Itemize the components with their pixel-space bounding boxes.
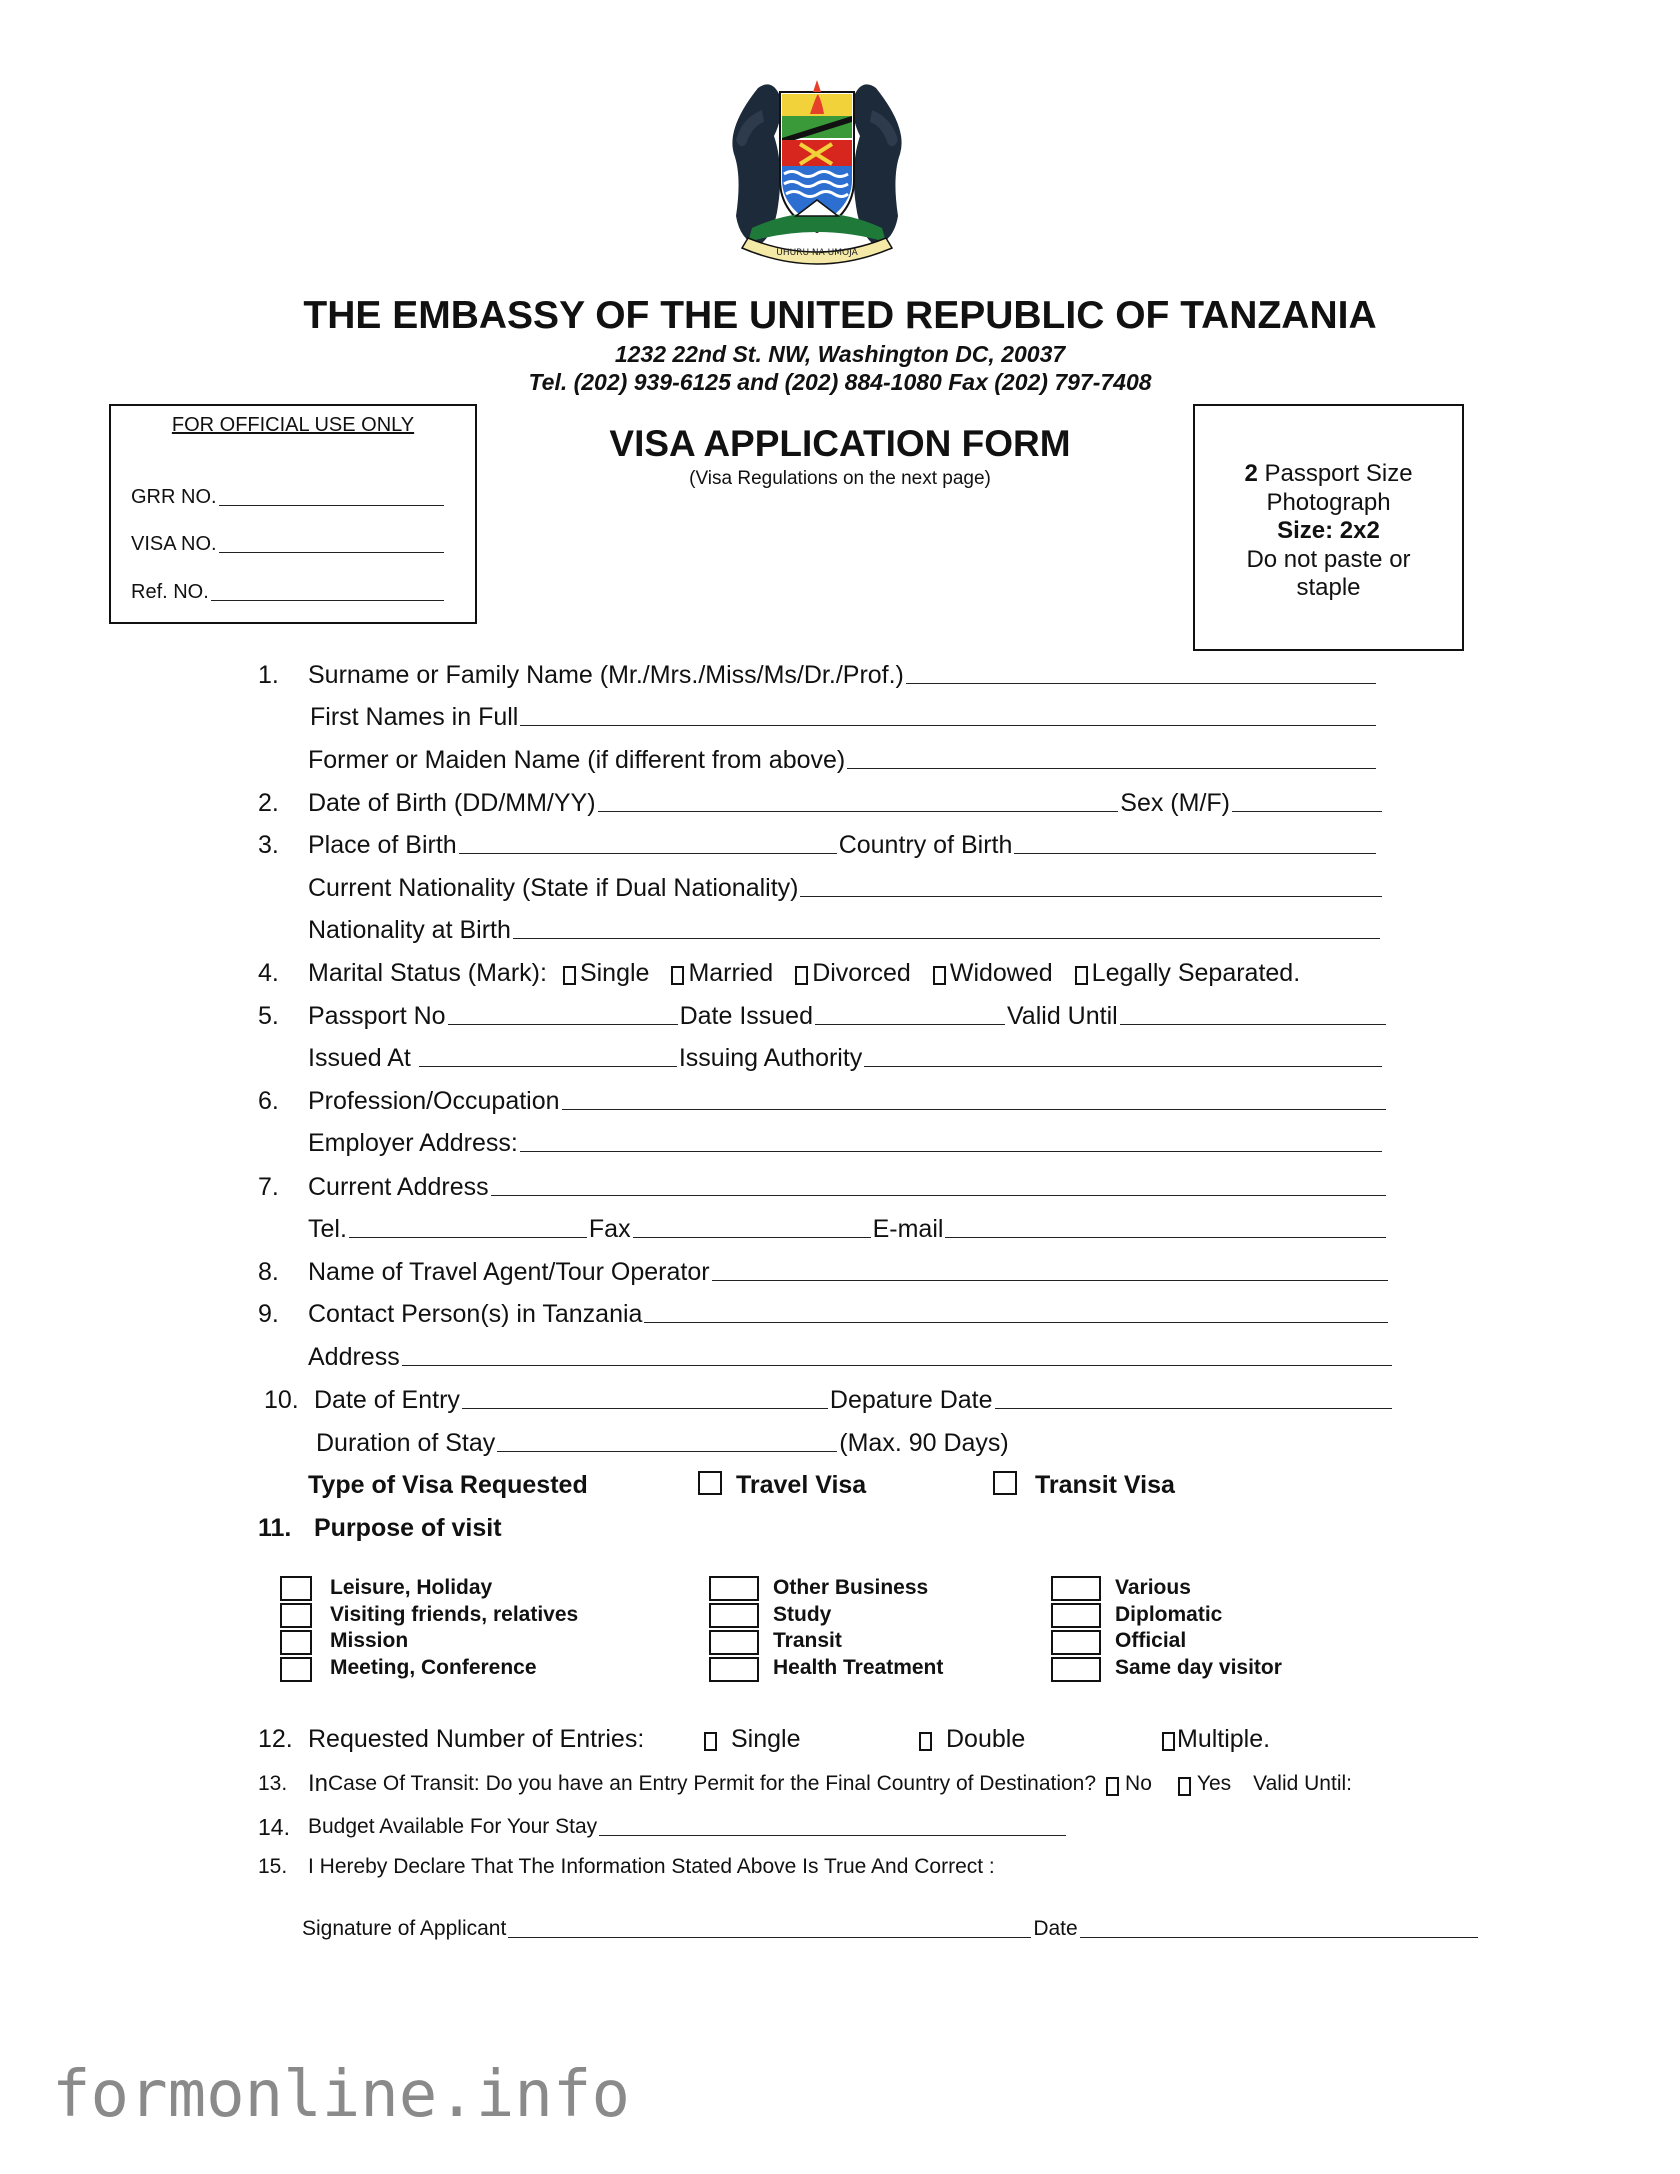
- travel-agent-field[interactable]: [258, 1257, 1390, 1287]
- purpose-list-col2: Other Business Study Transit Health Treatment: [773, 1576, 944, 1679]
- dob-label: Date of Birth (DD/MM/YY): [308, 789, 596, 817]
- entry-multiple-option[interactable]: Multiple.: [1162, 1724, 1270, 1754]
- issued-at-label: Issued At: [308, 1044, 411, 1072]
- item-number: 10.: [264, 1386, 299, 1414]
- item-number: 1.: [258, 661, 279, 689]
- first-names-field[interactable]: [310, 702, 1378, 732]
- passport-no-label: Passport No: [308, 1002, 446, 1030]
- purpose-checkboxes-col3[interactable]: [1051, 1576, 1101, 1684]
- country-birth-input[interactable]: [1014, 853, 1376, 854]
- form-title: VISA APPLICATION FORM: [609, 423, 1071, 464]
- transit-question: Case Of Transit: Do you have an Entry Permit for the Final Country of Destination?: [328, 1772, 1097, 1795]
- item-number: 14.: [258, 1814, 290, 1840]
- official-use-heading: FOR OFFICIAL USE ONLY: [171, 414, 415, 436]
- issued-at-input[interactable]: [419, 1066, 677, 1067]
- declaration-row: [258, 1852, 1358, 1882]
- embassy-title: THE EMBASSY OF THE UNITED REPUBLIC OF TANZANIA: [303, 294, 1377, 337]
- checkbox[interactable]: [671, 966, 684, 985]
- place-birth-label: Place of Birth: [308, 831, 457, 859]
- date-entry-label: Date of Entry: [314, 1386, 460, 1414]
- svg-text:UHURU NA UMOJA: UHURU NA UMOJA: [776, 248, 858, 258]
- date-entry-input[interactable]: [462, 1408, 828, 1409]
- watermark: formonline.info: [52, 2058, 630, 2132]
- marital-label: Marital Status (Mark):: [308, 959, 547, 987]
- marital-widowed-option[interactable]: Widowed: [933, 958, 1053, 988]
- current-address-label: Current Address: [308, 1173, 489, 1201]
- marital-single-option[interactable]: Single: [563, 958, 650, 988]
- photo-box: [1193, 404, 1464, 651]
- item-number: 5.: [258, 1002, 279, 1030]
- fax-label: Fax: [588, 1215, 631, 1243]
- sex-input[interactable]: [1232, 811, 1382, 812]
- item-number: 15.: [258, 1855, 288, 1878]
- profession-field[interactable]: [258, 1086, 1388, 1116]
- ref-no-label: Ref. NO.: [131, 581, 209, 603]
- transit-in: In: [308, 1770, 329, 1797]
- tel-input[interactable]: [349, 1237, 587, 1238]
- date-issued-label: Date Issued: [679, 1002, 813, 1030]
- date-issued-input[interactable]: [815, 1024, 1005, 1025]
- purpose-heading: [258, 1513, 858, 1543]
- current-address-field[interactable]: [258, 1172, 1388, 1202]
- birth-place-row: [258, 830, 1378, 860]
- profession-label: Profession/Occupation: [308, 1087, 560, 1115]
- dob-sex-row: [258, 788, 1384, 818]
- purpose-checkboxes-col2[interactable]: [709, 1576, 759, 1684]
- marital-married-option[interactable]: Married: [671, 958, 773, 988]
- contact-row: [308, 1214, 1388, 1244]
- purpose-list-col1: Leisure, Holiday Visiting friends, relatives Mission Meeting, Conference: [330, 1576, 579, 1679]
- form-subtitle: (Visa Regulations on the next page): [689, 468, 991, 489]
- email-label: E-mail: [872, 1215, 944, 1243]
- checkbox[interactable]: [698, 1471, 722, 1495]
- country-birth-label: Country of Birth: [838, 831, 1013, 859]
- item-number: 8.: [258, 1258, 279, 1286]
- purpose-list-col3: Various Diplomatic Official Same day visitor: [1115, 1576, 1282, 1679]
- nationality-birth-label: Nationality at Birth: [308, 916, 511, 944]
- contact-person-label: Contact Person(s) in Tanzania: [308, 1300, 643, 1328]
- checkbox[interactable]: [795, 966, 808, 985]
- fax-input[interactable]: [633, 1237, 871, 1238]
- sex-label: Sex (M/F): [1120, 789, 1230, 817]
- item-number: 4.: [258, 959, 279, 987]
- coat-of-arms-emblem: [718, 70, 916, 270]
- marital-separated-option[interactable]: Legally Separated.: [1075, 958, 1300, 988]
- place-birth-input[interactable]: [459, 853, 837, 854]
- embassy-address: 1232 22nd St. NW, Washington DC, 20037: [614, 341, 1066, 367]
- item-number: 13.: [258, 1772, 288, 1795]
- ref-no-field[interactable]: [131, 581, 446, 604]
- entry-single-option[interactable]: Single: [704, 1724, 919, 1754]
- departure-date-label: Depature Date: [829, 1386, 993, 1414]
- checkbox[interactable]: [1178, 1777, 1191, 1796]
- photo-line-2: Photograph: [1266, 488, 1391, 516]
- duration-input[interactable]: [497, 1451, 837, 1452]
- checkbox[interactable]: [704, 1732, 717, 1751]
- current-nationality-field[interactable]: [308, 873, 1384, 903]
- photo-size: Size: 2x2: [1277, 517, 1380, 544]
- official-use-box: [109, 404, 477, 624]
- passport-row: [258, 1001, 1388, 1031]
- checkbox[interactable]: [1106, 1777, 1119, 1796]
- checkbox[interactable]: [919, 1732, 932, 1751]
- nationality-birth-field[interactable]: [308, 915, 1382, 945]
- visa-no-label: VISA NO.: [131, 533, 217, 555]
- passport-no-input[interactable]: [448, 1024, 678, 1025]
- visa-type-row: [308, 1470, 1208, 1500]
- grr-no-label: GRR NO.: [131, 486, 217, 508]
- signature-date-label: Date: [1033, 1917, 1078, 1940]
- travel-visa-option[interactable]: Travel Visa: [698, 1470, 993, 1500]
- item-number: 7.: [258, 1173, 279, 1201]
- employer-address-field[interactable]: [308, 1128, 1384, 1158]
- item-number: 3.: [258, 831, 279, 859]
- entries-row: [258, 1724, 1358, 1754]
- entries-label: Requested Number of Entries:: [308, 1725, 645, 1753]
- employer-address-label: Employer Address:: [308, 1129, 518, 1157]
- current-nationality-label: Current Nationality (State if Dual Nationality): [308, 874, 799, 902]
- transit-permit-row: [258, 1769, 1408, 1799]
- dob-input[interactable]: [598, 811, 1119, 812]
- checkbox[interactable]: [563, 966, 576, 985]
- item-number: 2.: [258, 789, 279, 817]
- issued-at-row: [308, 1043, 1384, 1073]
- issuing-authority-input[interactable]: [864, 1066, 1382, 1067]
- first-names-label: First Names in Full: [310, 703, 519, 731]
- signature-label: Signature of Applicant: [302, 1917, 507, 1940]
- checkbox[interactable]: [1075, 966, 1088, 985]
- item-number: 9.: [258, 1300, 279, 1328]
- item-number: 6.: [258, 1087, 279, 1115]
- transit-visa-option[interactable]: Transit Visa: [993, 1470, 1175, 1500]
- surname-label: Surname or Family Name (Mr./Mrs./Miss/Ms/Dr./Prof.): [308, 661, 904, 689]
- declaration-text: I Hereby Declare That The Information Stated Above Is True And Correct :: [308, 1855, 995, 1878]
- transit-no-option[interactable]: No: [1106, 1769, 1152, 1799]
- max-days-note: (Max. 90 Days): [839, 1429, 1009, 1457]
- transit-yes-option[interactable]: Yes: [1178, 1769, 1231, 1799]
- photo-line-5: staple: [1296, 574, 1361, 601]
- budget-field[interactable]: [258, 1812, 1068, 1842]
- embassy-contact: Tel. (202) 939-6125 and (202) 884-1080 Fax (202) 797-7408: [528, 369, 1152, 395]
- item-number: 12.: [258, 1725, 293, 1753]
- duration-row: [316, 1428, 1116, 1458]
- item-number: 11.: [258, 1514, 292, 1542]
- valid-until-label: Valid Until: [1006, 1002, 1118, 1030]
- marital-status-row: [258, 958, 1378, 988]
- purpose-checkboxes-col1[interactable]: [280, 1576, 312, 1684]
- transit-valid-until-label: Valid Until:: [1253, 1772, 1352, 1795]
- address-label: Address: [308, 1343, 400, 1371]
- marital-divorced-option[interactable]: Divorced: [795, 958, 911, 988]
- signature-input[interactable]: [508, 1937, 1031, 1938]
- photo-line-4: Do not paste or: [1246, 545, 1411, 573]
- checkbox[interactable]: [1162, 1732, 1175, 1751]
- former-name-field[interactable]: [308, 745, 1378, 775]
- purpose-label: Purpose of visit: [314, 1514, 502, 1542]
- email-input[interactable]: [945, 1237, 1386, 1238]
- checkbox[interactable]: [993, 1471, 1017, 1495]
- former-name-label: Former or Maiden Name (if different from above): [308, 746, 846, 774]
- valid-until-input[interactable]: [1120, 1024, 1386, 1025]
- duration-label: Duration of Stay: [316, 1429, 496, 1457]
- surname-field[interactable]: [258, 660, 1378, 690]
- travel-agent-label: Name of Travel Agent/Tour Operator: [308, 1258, 710, 1286]
- budget-label: Budget Available For Your Stay: [308, 1815, 598, 1838]
- photo-count-line: 2 Passport Size: [1244, 460, 1413, 487]
- tel-label: Tel.: [308, 1215, 347, 1243]
- issuing-authority-label: Issuing Authority: [678, 1044, 863, 1072]
- grr-no-field[interactable]: [131, 486, 446, 509]
- entry-double-option[interactable]: Double: [919, 1724, 1162, 1754]
- travel-dates-row: [264, 1385, 1394, 1415]
- contact-address-field[interactable]: [308, 1342, 1394, 1372]
- contact-person-field[interactable]: [258, 1299, 1390, 1329]
- signature-row: [302, 1914, 1480, 1944]
- signature-date-input[interactable]: [1080, 1937, 1478, 1938]
- visa-no-field[interactable]: [131, 533, 446, 556]
- departure-date-input[interactable]: [995, 1408, 1392, 1409]
- visa-type-label: Type of Visa Requested: [308, 1471, 588, 1499]
- checkbox[interactable]: [933, 966, 946, 985]
